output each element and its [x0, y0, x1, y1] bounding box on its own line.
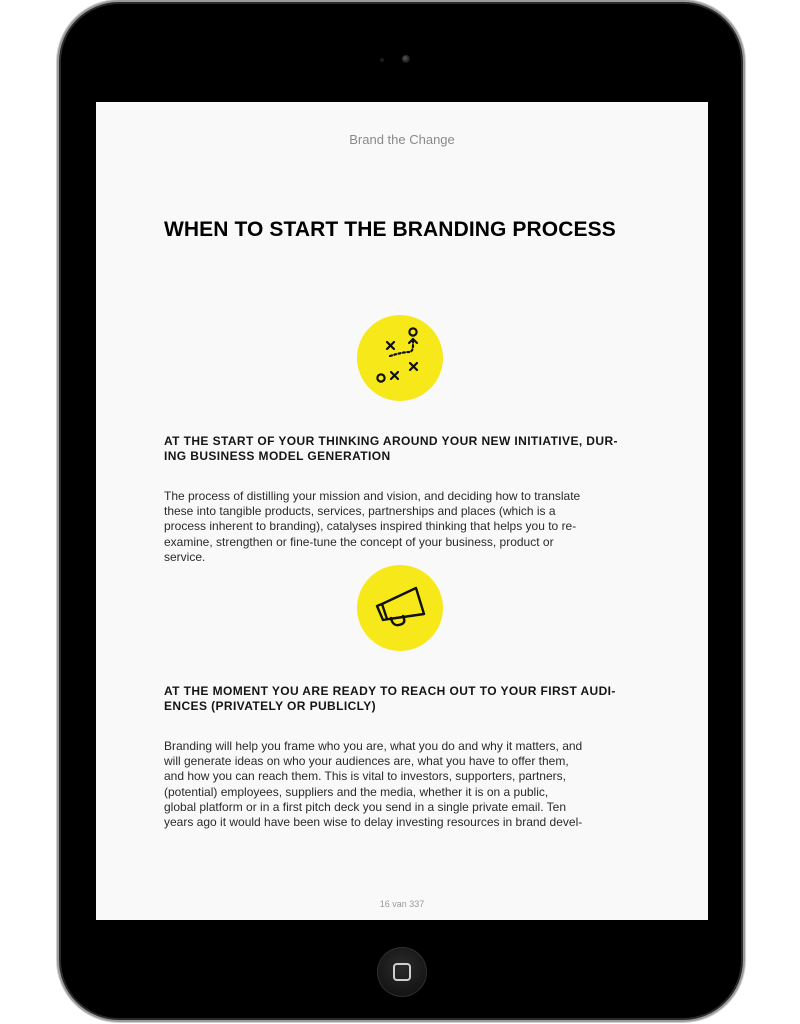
section-heading [164, 684, 644, 714]
body-line: will generate ideas on who your audiences are, what you have to offer them, [164, 754, 569, 769]
home-square-icon [393, 963, 411, 981]
chapter-title: WHEN TO START THE BRANDING PROCESS [164, 218, 616, 241]
tablet-device [61, 4, 741, 1018]
body-line: The process of distilling your mission and vision, and deciding how to translate [164, 489, 581, 503]
running-header: Brand the Change [349, 132, 455, 147]
section-heading-line: AT THE START OF YOUR THINKING AROUND YOUR NEW INITIATIVE, DUR- [164, 434, 618, 448]
section-heading [164, 434, 644, 464]
section-body [164, 739, 644, 830]
section-heading-line: ENCES (PRIVATELY OR PUBLICLY) [164, 699, 377, 713]
body-line: global platform or in a first pitch deck you send in a single private email. Ten [164, 799, 566, 814]
section-heading-line: ING BUSINESS MODEL GENERATION [164, 449, 391, 463]
body-line: (potential) employees, suppliers and the media, whether it is on a public, [164, 784, 549, 799]
body-line: and how you can reach them. This is vital to investors, supporters, partners, [164, 769, 566, 784]
body-line: these into tangible products, services, partnerships and places (which is a [164, 504, 556, 519]
section-body [164, 489, 644, 565]
body-line: process inherent to branding), catalyses inspired thinking that helps you to re- [164, 519, 577, 534]
section-heading-line: AT THE MOMENT YOU ARE READY TO REACH OUT TO YOUR FIRST AUDI- [164, 684, 616, 698]
front-camera [402, 55, 410, 63]
sensor-dot [380, 58, 384, 62]
megaphone-icon [357, 565, 443, 651]
body-line: years ago it would have been wise to delay investing resources in brand devel- [164, 815, 583, 830]
ebook-page[interactable] [96, 102, 708, 920]
body-line: Branding will help you frame who you are, what you do and why it matters, and [164, 739, 583, 753]
home-button[interactable] [377, 947, 427, 997]
body-line: examine, strengthen or fine-tune the concept of your business, product or [164, 534, 554, 549]
strategy-play-icon [357, 315, 443, 401]
body-line: service. [164, 549, 206, 564]
page-indicator: 16 van 337 [379, 899, 425, 909]
